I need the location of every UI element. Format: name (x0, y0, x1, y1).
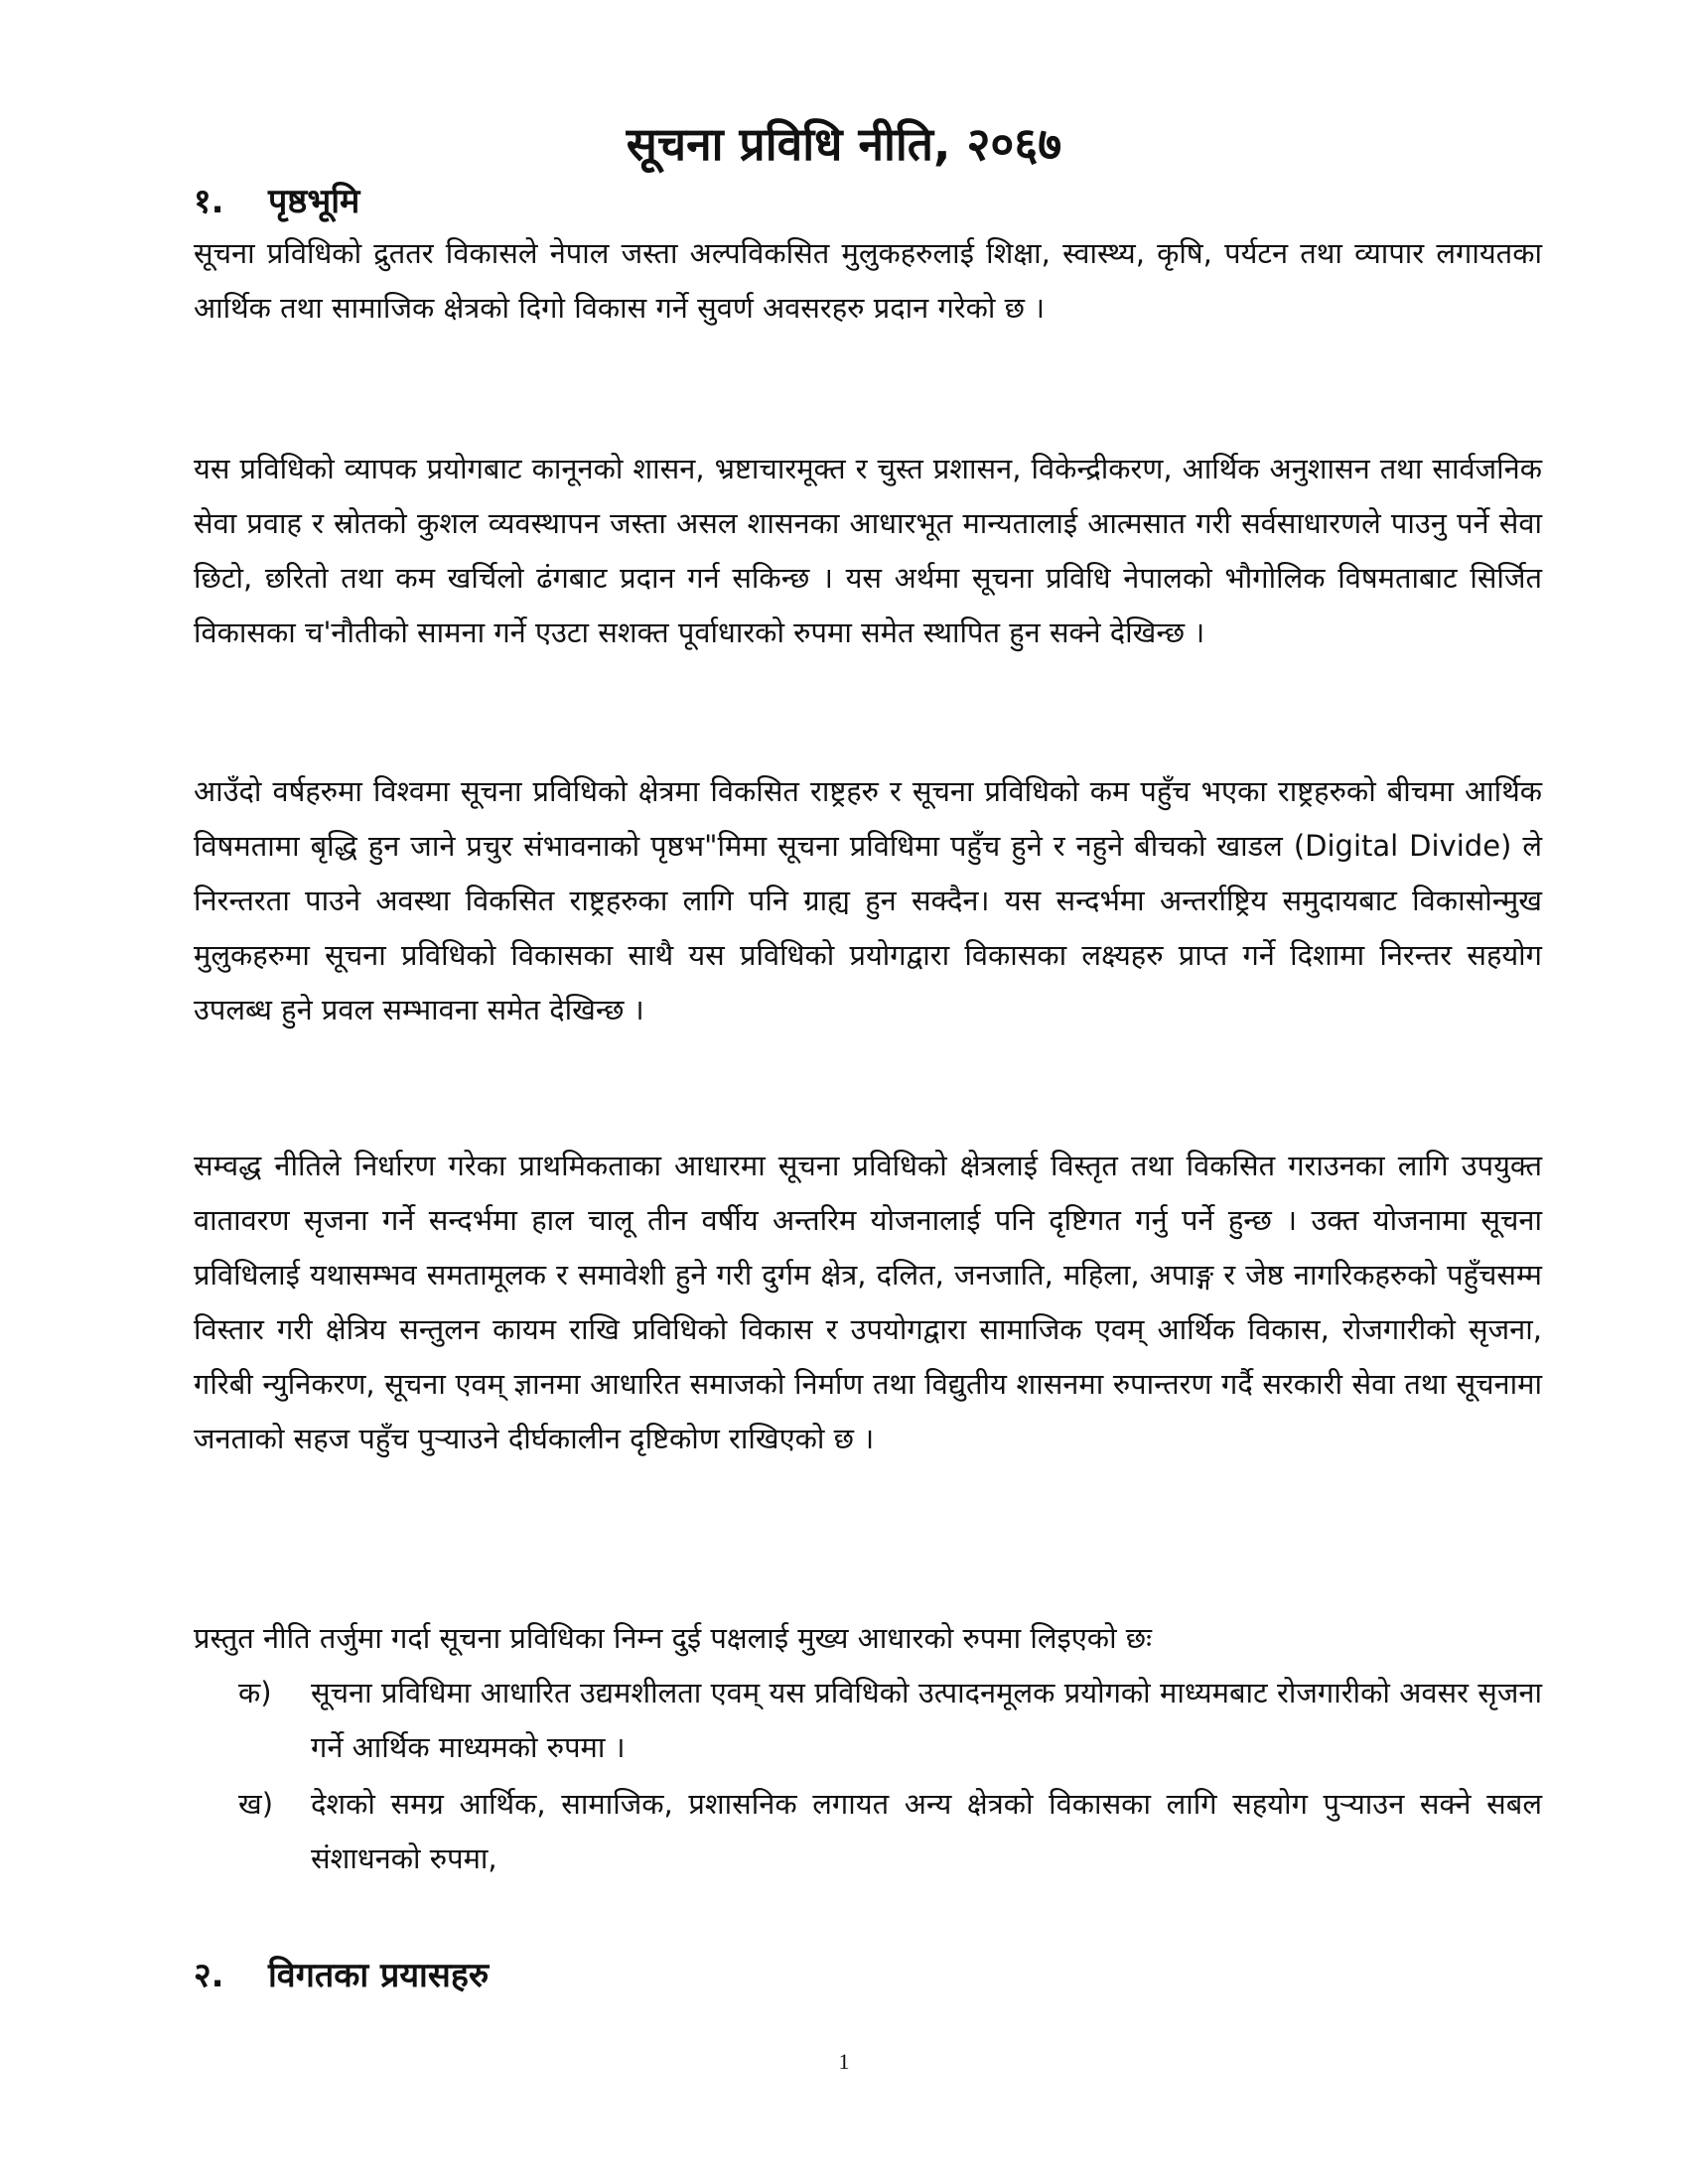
document-title: सूचना प्रविधि नीति, २०६७ (626, 117, 1062, 171)
paragraph-1: सूचना प्रविधिको द्रुततर विकासले नेपाल जस्ता अल्पविकसित मुलुकहरुलाई शिक्षा, स्वास्थ्य, कृषि, पर्यटन तथा व्यापार लगायतका आर्थिक तथा सामाजिक क्षेत्रको दिगो विकास गर्ने सुवर्ण अवसरहरु प्रदान गरेको छ । (194, 236, 1542, 325)
list-item-text: सूचना प्रविधिमा आधारित उद्यमशीलता एवम् यस प्रविधिको उत्पादनमूलक प्रयोगको माध्यमबाट रोजगारीको अवसर सृजना गर्ने आर्थिक माध्यमको रुपमा । (311, 1676, 1542, 1764)
section-heading-past-efforts (194, 1951, 489, 2000)
paragraph-2: यस प्रविधिको व्यापक प्रयोगबाट कानूनको शासन, भ्रष्टाचारमूक्त र चुस्त प्रशासन, विकेन्द्रीकरण, आर्थिक अनुशासन तथा सार्वजनिक सेवा प्रवाह र स्रोतको कुशल व्यवस्थापन जस्ता असल शासनका आधारभूत मान्यतालाई आत्मसात गरी सर्वसाधारणले पाउनु पर्ने सेवा छिटो, छरितो तथा कम खर्चिलो ढंगबाट प्रदान गर्न सकिन्छ । यस अर्थमा सूचना प्रविधि नेपालको भौगोलिक विषमताबाट सिर्जित विकासका च'नौतीको सामना गर्ने एउटा सशक्त पूर्वाधारको रुपमा समेत स्थापित हुन सक्ने देखिन्छ । (194, 452, 1542, 649)
list-item-ka (238, 1666, 1542, 1775)
list-marker: ख) (238, 1787, 274, 1821)
section-number: १. (194, 182, 224, 221)
section-title: विगतका प्रयासहरु (268, 1956, 490, 1995)
paragraph-3: आउँदो वर्षहरुमा विश्वमा सूचना प्रविधिको क्षेत्रमा विकसित राष्ट्रहरु र सूचना प्रविधिको कम पहुँच भएका राष्ट्रहरुको बीचमा आर्थिक विषमतामा बृद्धि हुन जाने प्रचुर संभावनाको पृष्ठभ"मिमा सूचना प्रविधिमा पहुँच हुने र नहुने बीचको खाडल (Digital Divide) ले निरन्तरता पाउने अवस्था विकसित राष्ट्रहरुका लागि पनि ग्राह्य हुन सक्दैन। यस सन्दर्भमा अन्तर्राष्ट्रिय समुदायबाट विकासोन्मुख मुलुकहरुमा सूचना प्रविधिको विकासका साथै यस प्रविधिको प्रयोगद्वारा विकासका लक्ष्यहरु प्राप्त गर्ने दिशामा निरन्तर सहयोग उपलब्ध हुने प्रवल सम्भावना समेत देखिन्छ । (194, 774, 1542, 1026)
list-item-text: देशको समग्र आर्थिक, सामाजिक, प्रशासनिक लगायत अन्य क्षेत्रको विकासका लागि सहयोग पुऱ्याउन सक्ने सबल संशाधनको रुपमा, (311, 1787, 1542, 1875)
section-number: २. (194, 1956, 224, 1995)
list-marker: क) (238, 1676, 272, 1709)
paragraph-4: सम्वद्ध नीतिले निर्धारण गरेका प्राथमिकताका आधारमा सूचना प्रविधिको क्षेत्रलाई विस्तृत तथा विकसित गराउनका लागि उपयुक्त वातावरण सृजना गर्ने सन्दर्भमा हाल चालू तीन वर्षीय अन्तरिम योजनालाई पनि दृष्टिगत गर्नु पर्ने हुन्छ । उक्त योजनामा सूचना प्रविधिलाई यथासम्भव समतामूलक र समावेशी हुने गरी दुर्गम क्षेत्र, दलित, जनजाति, महिला, अपाङ्ग र जेष्ठ नागरिकहरुको पहुँचसम्म विस्तार गरी क्षेत्रिय सन्तुलन कायम राखि प्रविधिको विकास र उपयोगद्वारा सामाजिक एवम् आर्थिक विकास, रोजगारीको सृजना, गरिबी न्युनिकरण, सूचना एवम् ज्ञानमा आधारित समाजको निर्माण तथा विद्युतीय शासनमा रुपान्तरण गर्दै सरकारी सेवा तथा सूचनामा जनताको सहज पहुँच पुऱ्याउने दीर्घकालीन दृष्टिकोण राखिएको छ । (194, 1149, 1542, 1455)
section-title: पृष्ठभूमि (268, 182, 360, 221)
paragraph-5: प्रस्तुत नीति तर्जुमा गर्दा सूचना प्रविधिका निम्न दुई पक्षलाई मुख्य आधारको रुपमा लिइएको छः (194, 1621, 1152, 1655)
section-heading-background (194, 177, 359, 226)
page-number: 1 (838, 2049, 850, 2074)
list-item-kha (238, 1777, 1542, 1886)
